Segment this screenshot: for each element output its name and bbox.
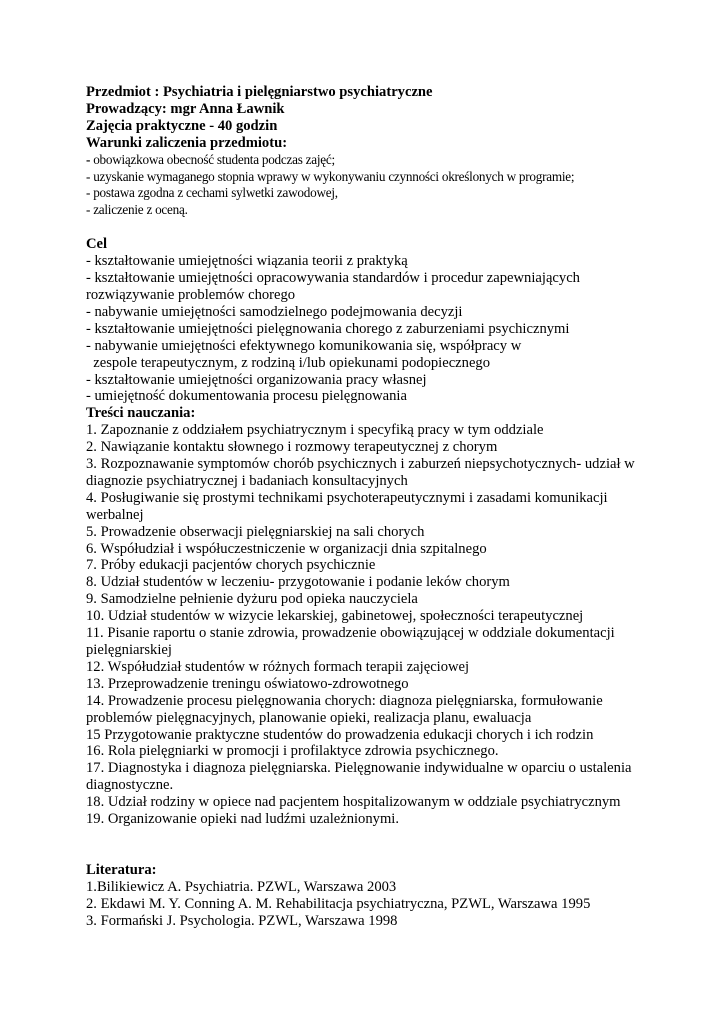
content-item: 13. Przeprowadzenie treningu oświatowo-zdrowotnego bbox=[86, 675, 409, 692]
content-item: 11. Pisanie raportu o stanie zdrowia, prowadzenie obowiązującej w oddziale dokumentacji bbox=[86, 625, 615, 642]
content-item: 12. Współudział studentów w różnych formach terapii zajęciowej bbox=[86, 658, 470, 675]
content-item: diagnostyczne. bbox=[86, 777, 174, 794]
goal-item: zespole terapeutycznym, z rodziną i/lub opiekunami podopiecznego bbox=[86, 354, 491, 371]
goal-item: - kształtowanie umiejętności opracowywania standardów i procedur zapewniających bbox=[86, 270, 580, 287]
goal-item: - kształtowanie umiejętności organizowania pracy własnej bbox=[86, 371, 427, 388]
content-item: 1. Zapoznanie z oddziałem psychiatrycznym i specyfiką pracy w tym oddziale bbox=[86, 422, 544, 439]
literature-heading: Literatura: bbox=[86, 861, 157, 878]
conditions-bold-dash: - bbox=[86, 151, 91, 167]
content-item: 17. Diagnostyka i diagnoza pielęgniarska. Pielęgnowanie indywidualne w oparciu o ustalenia bbox=[86, 760, 632, 777]
conditions-item: - postawa zgodna z cechami sylwetki zawodowej, bbox=[86, 185, 338, 201]
content-item: 7. Próby edukacji pacjentów chorych psychicznie bbox=[86, 557, 376, 574]
content-item: 3. Rozpoznawanie symptomów chorób psychicznych i zaburzeń niepsychotycznych- udział w bbox=[86, 456, 635, 473]
content-item: 19. Organizowanie opieki nad ludźmi uzależnionymi. bbox=[86, 811, 400, 828]
document-page bbox=[86, 84, 646, 930]
goal-heading: Cel bbox=[86, 236, 108, 253]
content-item: 4. Posługiwanie się prostymi technikami psychoterapeutycznymi i zasadami komunikacji bbox=[86, 489, 608, 506]
content-item: werbalnej bbox=[86, 506, 144, 523]
content-item: 2. Nawiązanie kontaktu słownego i rozmowy terapeutycznej z chorym bbox=[86, 439, 498, 456]
conditions-item bbox=[86, 152, 646, 169]
goal-item: rozwiązywanie problemów chorego bbox=[86, 286, 296, 303]
content-item: 18. Udział rodziny w opiece nad pacjentem hospitalizowanym w oddziale psychiatrycznym bbox=[86, 794, 621, 811]
goal-item: - umiejętność dokumentowania procesu pielęgnowania bbox=[86, 388, 407, 405]
content-item: 5. Prowadzenie obserwacji pielęgniarskiej na sali chorych bbox=[86, 523, 425, 540]
content-item: 6. Współudział i współuczestniczenie w organizacji dnia szpitalnego bbox=[86, 540, 487, 557]
conditions-heading: Warunki zaliczenia przedmiotu: bbox=[86, 134, 288, 151]
content-item: 9. Samodzielne pełnienie dyżuru pod opieka nauczyciela bbox=[86, 591, 418, 608]
goal-item: - kształtowanie umiejętności wiązania teorii z praktyką bbox=[86, 253, 408, 270]
content-item: diagnozie psychiatrycznej i badaniach konsultacyjnych bbox=[86, 472, 408, 489]
subject-heading: Przedmiot : Psychiatria i pielęgniarstwo psychiatryczne bbox=[86, 84, 433, 100]
teacher-heading: Prowadzący: mgr Anna Ławnik bbox=[86, 100, 285, 117]
literature-item: 3. Formański J. Psychologia. PZWL, Warszawa 1998 bbox=[86, 912, 398, 929]
content-item: 8. Udział studentów w leczeniu- przygotowanie i podanie leków chorym bbox=[86, 574, 510, 591]
goal-item: - nabywanie umiejętności efektywnego komunikowania się, współpracy w bbox=[86, 337, 522, 354]
conditions-item-text: obowiązkowa obecność studenta podczas zajęć; bbox=[90, 151, 335, 167]
content-item: 16. Rola pielęgniarki w promocji i profilaktyce zdrowia psychicznego. bbox=[86, 743, 499, 760]
content-item: 15 Przygotowanie praktyczne studentów do prowadzenia edukacji chorych i ich rodzin bbox=[86, 726, 594, 743]
classes-heading: Zajęcia praktyczne - 40 godzin bbox=[86, 117, 278, 134]
goal-item: - kształtowanie umiejętności pielęgnowania chorego z zaburzeniami psychicznymi bbox=[86, 320, 570, 337]
content-item: pielęgniarskiej bbox=[86, 642, 172, 658]
goal-item: - nabywanie umiejętności samodzielnego podejmowania decyzji bbox=[86, 303, 463, 320]
content-heading: Treści nauczania: bbox=[86, 405, 196, 422]
content-item: 14. Prowadzenie procesu pielęgnowania chorych: diagnoza pielęgniarska, formułowanie bbox=[86, 692, 603, 709]
conditions-item: - uzyskanie wymaganego stopnia wprawy w wykonywaniu czynności określonych w programie; bbox=[86, 168, 575, 184]
literature-item: 1.Bilikiewicz A. Psychiatria. PZWL, Warszawa 2003 bbox=[86, 878, 397, 895]
conditions-item: - zaliczenie z oceną. bbox=[86, 202, 188, 218]
literature-item: 2. Ekdawi M. Y. Conning A. M. Rehabilitacja psychiatryczna, PZWL, Warszawa 1995 bbox=[86, 895, 591, 912]
content-item: problemów pielęgnacyjnych, planowanie opieki, realizacja planu, ewaluacja bbox=[86, 709, 532, 726]
content-item: 10. Udział studentów w wizycie lekarskiej, gabinetowej, społeczności terapeutycznej bbox=[86, 608, 584, 625]
